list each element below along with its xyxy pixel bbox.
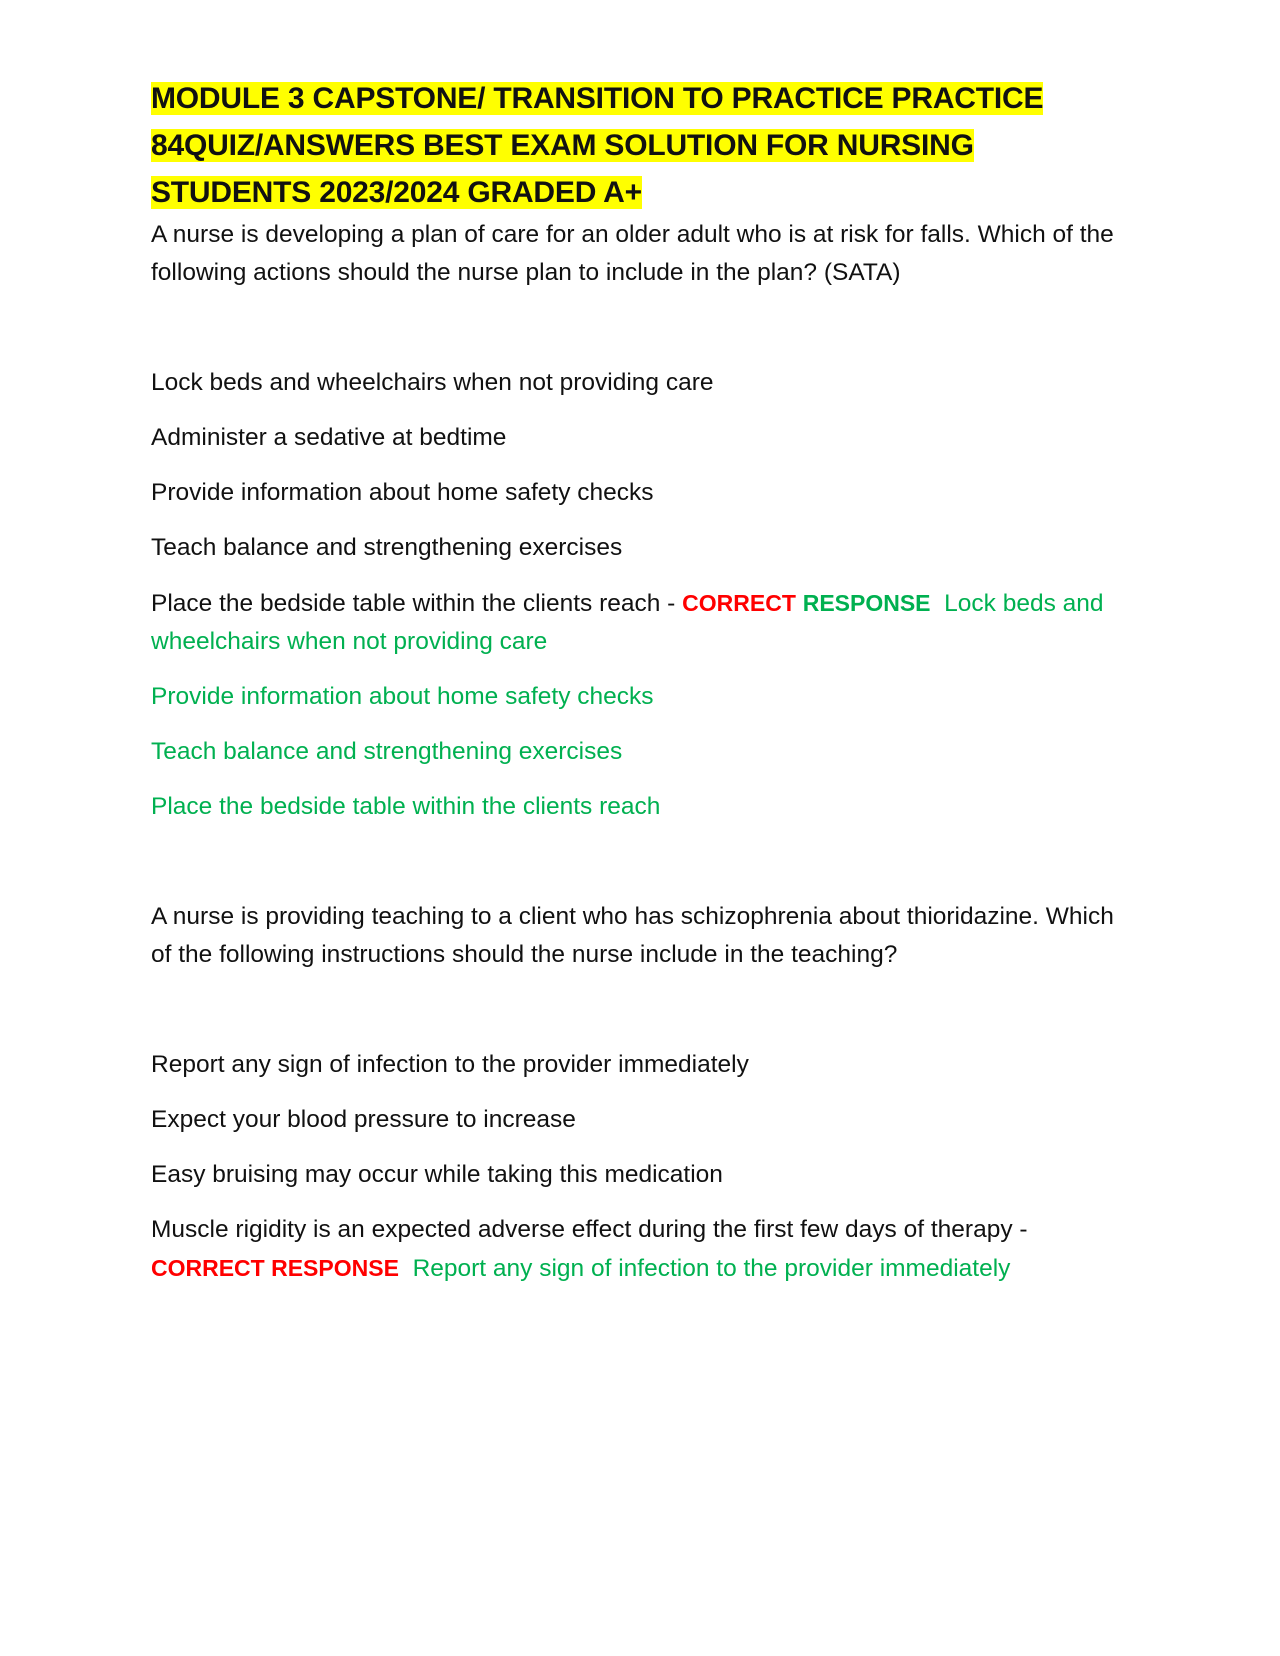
question-1-stem: A nurse is developing a plan of care for an older adult who is at risk for falls. Which of the following actions should the nurse plan to include in the plan? (SATA) [151,221,1114,286]
question-2-stem: A nurse is providing teaching to a client who has schizophrenia about thioridazine. Which of the following instructions should the nurse include in the teaching? [151,903,1114,968]
spacer [151,843,1141,898]
question-1-option-5-with-answer [151,584,1141,661]
document-body [151,75,1141,1305]
response-label: RESPONSE [802,590,931,616]
question-1-option-1: Lock beds and wheelchairs when not providing care [151,369,714,396]
document-title [151,75,1141,216]
question-1-option-4: Teach balance and strengthening exercises [151,534,623,561]
question-2-option-2: Expect your blood pressure to increase [151,1106,576,1133]
title-highlight: MODULE 3 CAPSTONE/ TRANSITION TO PRACTICE PRACTICE 84QUIZ/ANSWERS BEST EXAM SOLUTION FOR NURSING STUDENTS 2023/2024 GRADED A+ [151,82,1044,209]
spacer [151,974,1141,1046]
question-2-option-4-with-answer [151,1211,1141,1288]
question-2-option-1: Report any sign of infection to the provider immediately [151,1051,749,1078]
correct-response-label: CORRECT RESPONSE [151,1255,399,1281]
question-1-option-2: Administer a sedative at bedtime [151,424,507,451]
correct-label: CORRECT [682,590,796,616]
question-2-option-4: Muscle rigidity is an expected adverse effect during the first few days of therapy - [151,1216,1028,1243]
question-1-option-3: Provide information about home safety checks [151,479,654,506]
question-1-option-5: Place the bedside table within the clients reach - [151,590,676,617]
spacer [151,292,1141,364]
question-1-answer-2: Provide information about home safety checks [151,683,654,710]
question-2-option-3: Easy bruising may occur while taking this medication [151,1161,723,1188]
question-2-answer-1: Report any sign of infection to the provider immediately [412,1255,1011,1282]
question-1-answer-3: Teach balance and strengthening exercises [151,738,623,765]
question-1-answer-1: Lock beds and wheelchairs when not providing care [151,590,1104,655]
question-1-answer-4: Place the bedside table within the clients reach [151,793,661,820]
